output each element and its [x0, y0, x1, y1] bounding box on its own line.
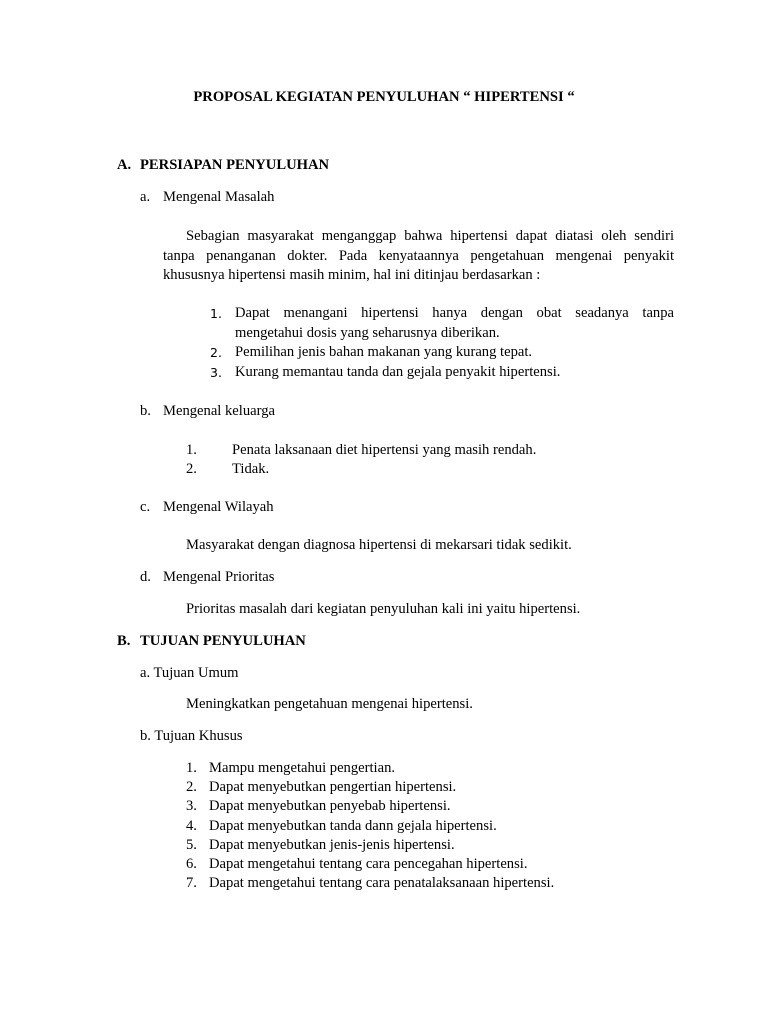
sub-a-label: a. [140, 189, 151, 205]
list-text: Pemilihan jenis bahan makanan yang kurang tepat. [235, 344, 533, 360]
paragraph-line: khususnya hipertensi masih minim, hal ini ditinjau berdasarkan : [163, 267, 541, 283]
list-item [186, 460, 536, 479]
sub-b-label: b. [140, 403, 151, 419]
list-item [186, 874, 554, 893]
tujuan-umum-text: Meningkatkan pengetahuan mengenai hipertensi. [186, 696, 473, 712]
list-text: Tidak. [232, 461, 270, 477]
sub-c-heading: Mengenal Wilayah [163, 499, 274, 515]
tujuan-khusus-list [186, 759, 554, 893]
document-title: PROPOSAL KEGIATAN PENYULUHAN “ HIPERTENSI “ [193, 89, 575, 105]
list-item [186, 836, 554, 855]
list-item [186, 797, 554, 816]
tujuan-umum-heading: a. Tujuan Umum [140, 665, 239, 681]
list-text: Penata laksanaan diet hipertensi yang masih rendah. [232, 442, 537, 458]
masalah-paragraph [163, 227, 674, 286]
section-b-letter: B. [117, 633, 131, 649]
list-text: Dapat mengetahui tentang cara penatalaksanaan hipertensi. [209, 875, 555, 892]
list-number: 1. [186, 442, 197, 458]
sub-d-label: d. [140, 569, 151, 585]
list-number: 7. [186, 875, 197, 892]
section-b-heading: TUJUAN PENYULUHAN [140, 633, 306, 649]
list-item [210, 363, 674, 383]
paragraph-line: Sebagian masyarakat menganggap bahwa hipertensi dapat diatasi oleh sendiri [186, 228, 674, 244]
list-text: Dapat menyebutkan penyebab hipertensi. [209, 798, 451, 815]
list-text: Dapat mengetahui tentang cara pencegahan hipertensi. [209, 856, 528, 873]
list-number: 1. [186, 760, 197, 776]
list-text: Kurang memantau tanda dan gejala penyakit hipertensi. [235, 363, 561, 380]
sub-d-heading: Mengenal Prioritas [163, 569, 275, 585]
list-number: 5. [186, 836, 197, 853]
sub-b-heading: Mengenal keluarga [163, 403, 275, 419]
paragraph-line: tanpa penanganan dokter. Pada kenyataannya pengetahuan mengenai penyakit [163, 247, 674, 264]
list-item [186, 778, 554, 797]
list-number: 3. [210, 364, 222, 380]
list-item [186, 817, 554, 836]
list-number: 3. [186, 798, 197, 815]
keluarga-list [186, 441, 536, 479]
list-item [186, 441, 536, 460]
list-number: 6. [186, 856, 197, 873]
wilayah-text: Masyarakat dengan diagnosa hipertensi di mekarsari tidak sedikit. [186, 537, 572, 553]
list-item [210, 343, 674, 363]
list-number: 1. [210, 306, 222, 321]
list-text: Mampu mengetahui pengertian. [209, 760, 396, 776]
list-number: 2. [210, 345, 222, 360]
masalah-list [210, 304, 674, 382]
list-text: Dapat menyebutkan jenis-jenis hipertensi. [209, 836, 455, 853]
list-text: Dapat menangani hipertensi hanya dengan obat seadanya tanpa mengetahui dosis yang seharusnya diberikan. [235, 305, 674, 341]
tujuan-khusus-heading: b. Tujuan Khusus [140, 728, 243, 744]
section-a-letter: A. [117, 157, 132, 173]
list-item [186, 855, 554, 874]
sub-c-label: c. [140, 499, 151, 515]
list-number: 2. [186, 461, 197, 477]
list-item [186, 759, 554, 778]
list-text: Dapat menyebutkan pengertian hipertensi. [209, 779, 457, 796]
prioritas-text: Prioritas masalah dari kegiatan penyuluhan kali ini yaitu hipertensi. [186, 601, 581, 617]
list-number: 4. [186, 817, 197, 834]
list-text: Dapat menyebutkan tanda dann gejala hipertensi. [209, 817, 497, 834]
list-number: 2. [186, 779, 197, 796]
list-item [210, 304, 674, 343]
section-a-heading: PERSIAPAN PENYULUHAN [140, 157, 330, 173]
sub-a-heading: Mengenal Masalah [163, 189, 275, 205]
